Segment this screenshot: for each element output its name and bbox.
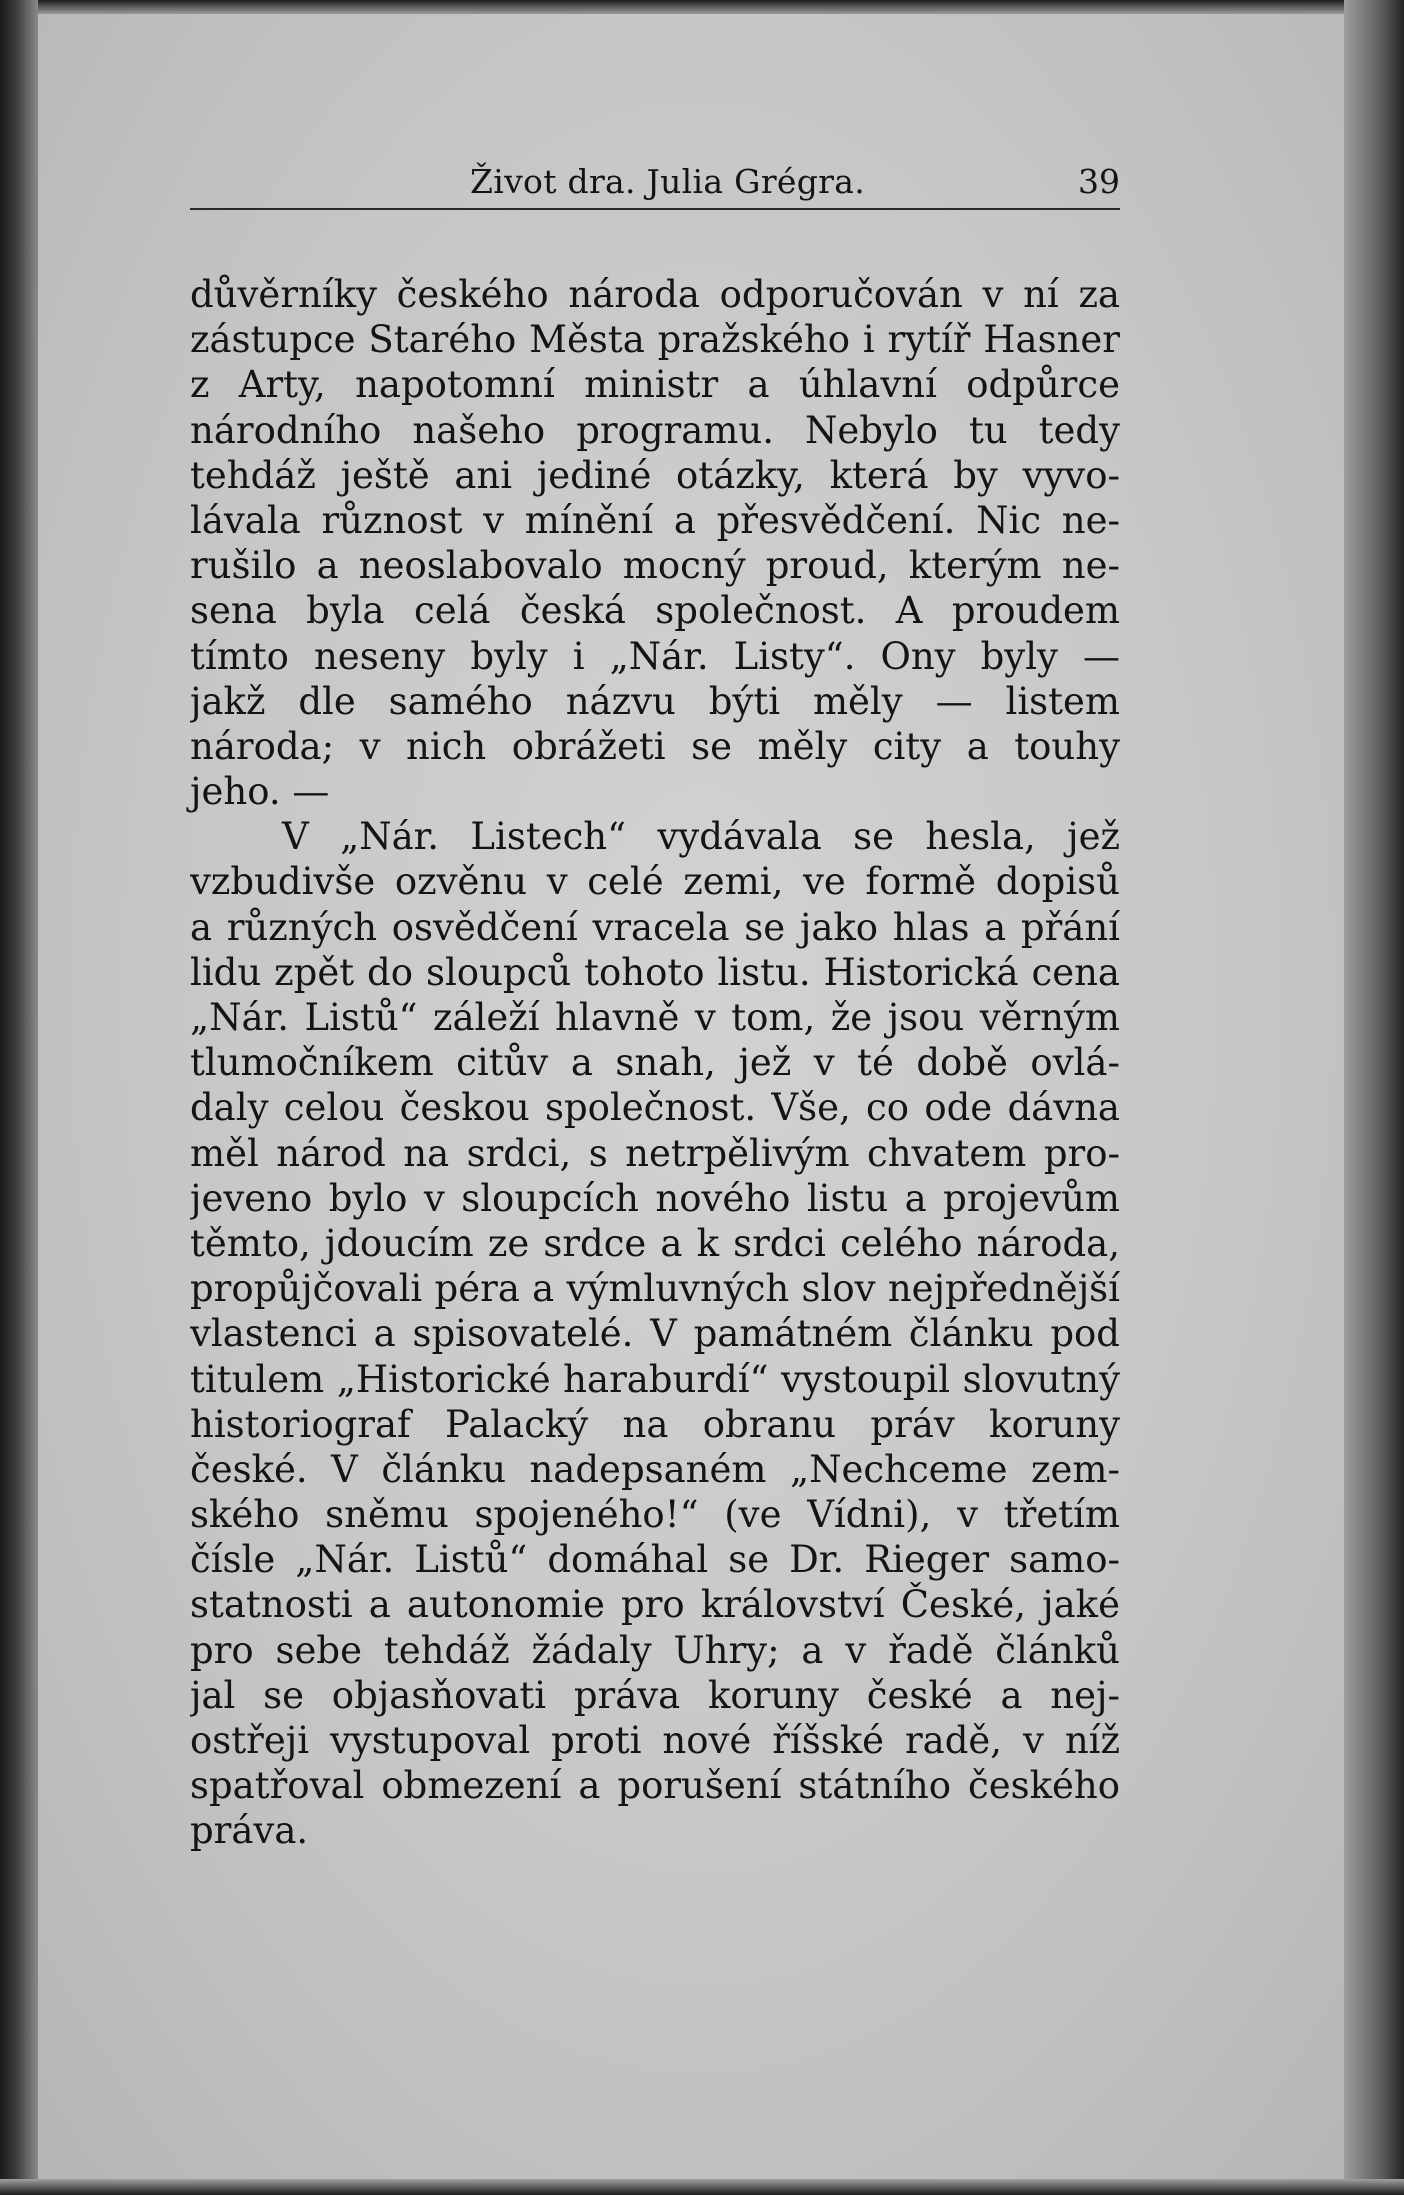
text-line: V „Nár. Listech“ vydávala se hesla, jež [282,815,1120,859]
text-line: zástupce Starého Města pražského i rytíř Hasner [190,318,1120,362]
book-page [190,150,1120,1854]
body-text [190,272,1120,1854]
page-number: 39 [1078,162,1120,201]
scan-edge-top [0,0,1404,14]
text-line: historiograf Palacký na obranu práv koruny [190,1402,1120,1446]
text-line: práva. [190,1809,309,1853]
text-line: ostřeji vystupoval proti nové říšské radě, v níž [190,1719,1120,1762]
text-line: daly celou českou společnost. Vše, co ode dávna [190,1086,1120,1130]
text-line: propůjčovali péra a výmluvných slov nejpřednější [190,1267,1120,1311]
text-line: spatřoval obmezení a porušení státního českého [190,1764,1120,1808]
text-line: vlastenci a spisovatelé. V památném článku pod [190,1312,1120,1356]
text-line: „Nár. Listů“ záleží hlavně v tom, že jsou věrným [190,996,1120,1039]
text-line: čísle „Nár. Listů“ domáhal se Dr. Rieger samo- [190,1538,1120,1582]
text-line: z Arty, napotomní ministr a úhlavní odpůrce [190,363,1120,407]
scan-edge-right [1344,0,1404,2195]
text-line: české. V článku nadepsaném „Nechceme zem- [190,1447,1120,1491]
text-line: tímto neseny byly i „Nár. Listy“. Ony byly — [190,634,1120,678]
scan-edge-left [0,0,38,2195]
text-line: vzbudivše ozvěnu v celé zemi, ve formě dopisů [190,860,1120,904]
text-line: jal se objasňovati práva koruny české a nej- [190,1673,1120,1717]
running-head: Život dra. Julia Grégra. [470,162,865,201]
text-line: pro sebe tehdáž žádaly Uhry; a v řadě článků [190,1628,1120,1672]
text-line: titulem „Historické haraburdí“ vystoupil slovutný [190,1357,1120,1401]
text-line: jeveno bylo v sloupcích nového listu a projevům [190,1176,1120,1220]
text-line: tlumočníkem citův a snah, jež v té době ovlá- [190,1041,1120,1085]
text-line: ského sněmu spojeného!“ (ve Vídni), v třetím [190,1493,1120,1537]
text-line: národního našeho programu. Nebylo tu tedy [190,408,1120,452]
scan-edge-bottom [0,2179,1404,2195]
text-line: a různých osvědčení vracela se jako hlas a přání [190,905,1120,949]
text-line: jeho. — [190,770,330,814]
page-header [190,150,1120,210]
text-line: lávala různost v mínění a přesvědčení. Nic ne- [190,498,1120,542]
text-line: sena byla celá česká společnost. A proudem [190,589,1120,633]
text-line: národa; v nich obrážeti se měly city a touhy [190,724,1120,768]
text-line: tehdáž ještě ani jediné otázky, která by vyvo- [190,453,1120,497]
text-line: statnosti a autonomie pro království České, jaké [190,1583,1120,1627]
text-line: lidu zpět do sloupců tohoto listu. Historická cena [190,950,1120,994]
text-line: důvěrníky českého národa odporučován v ní za [190,273,1120,316]
text-line: rušilo a neoslabovalo mocný proud, kterým ne- [190,544,1120,588]
text-line: těmto, jdoucím ze srdce a k srdci celého národa, [190,1221,1120,1265]
text-line: měl národ na srdci, s netrpělivým chvatem pro- [190,1131,1120,1175]
text-line: jakž dle samého názvu býti měly — listem [190,679,1120,723]
